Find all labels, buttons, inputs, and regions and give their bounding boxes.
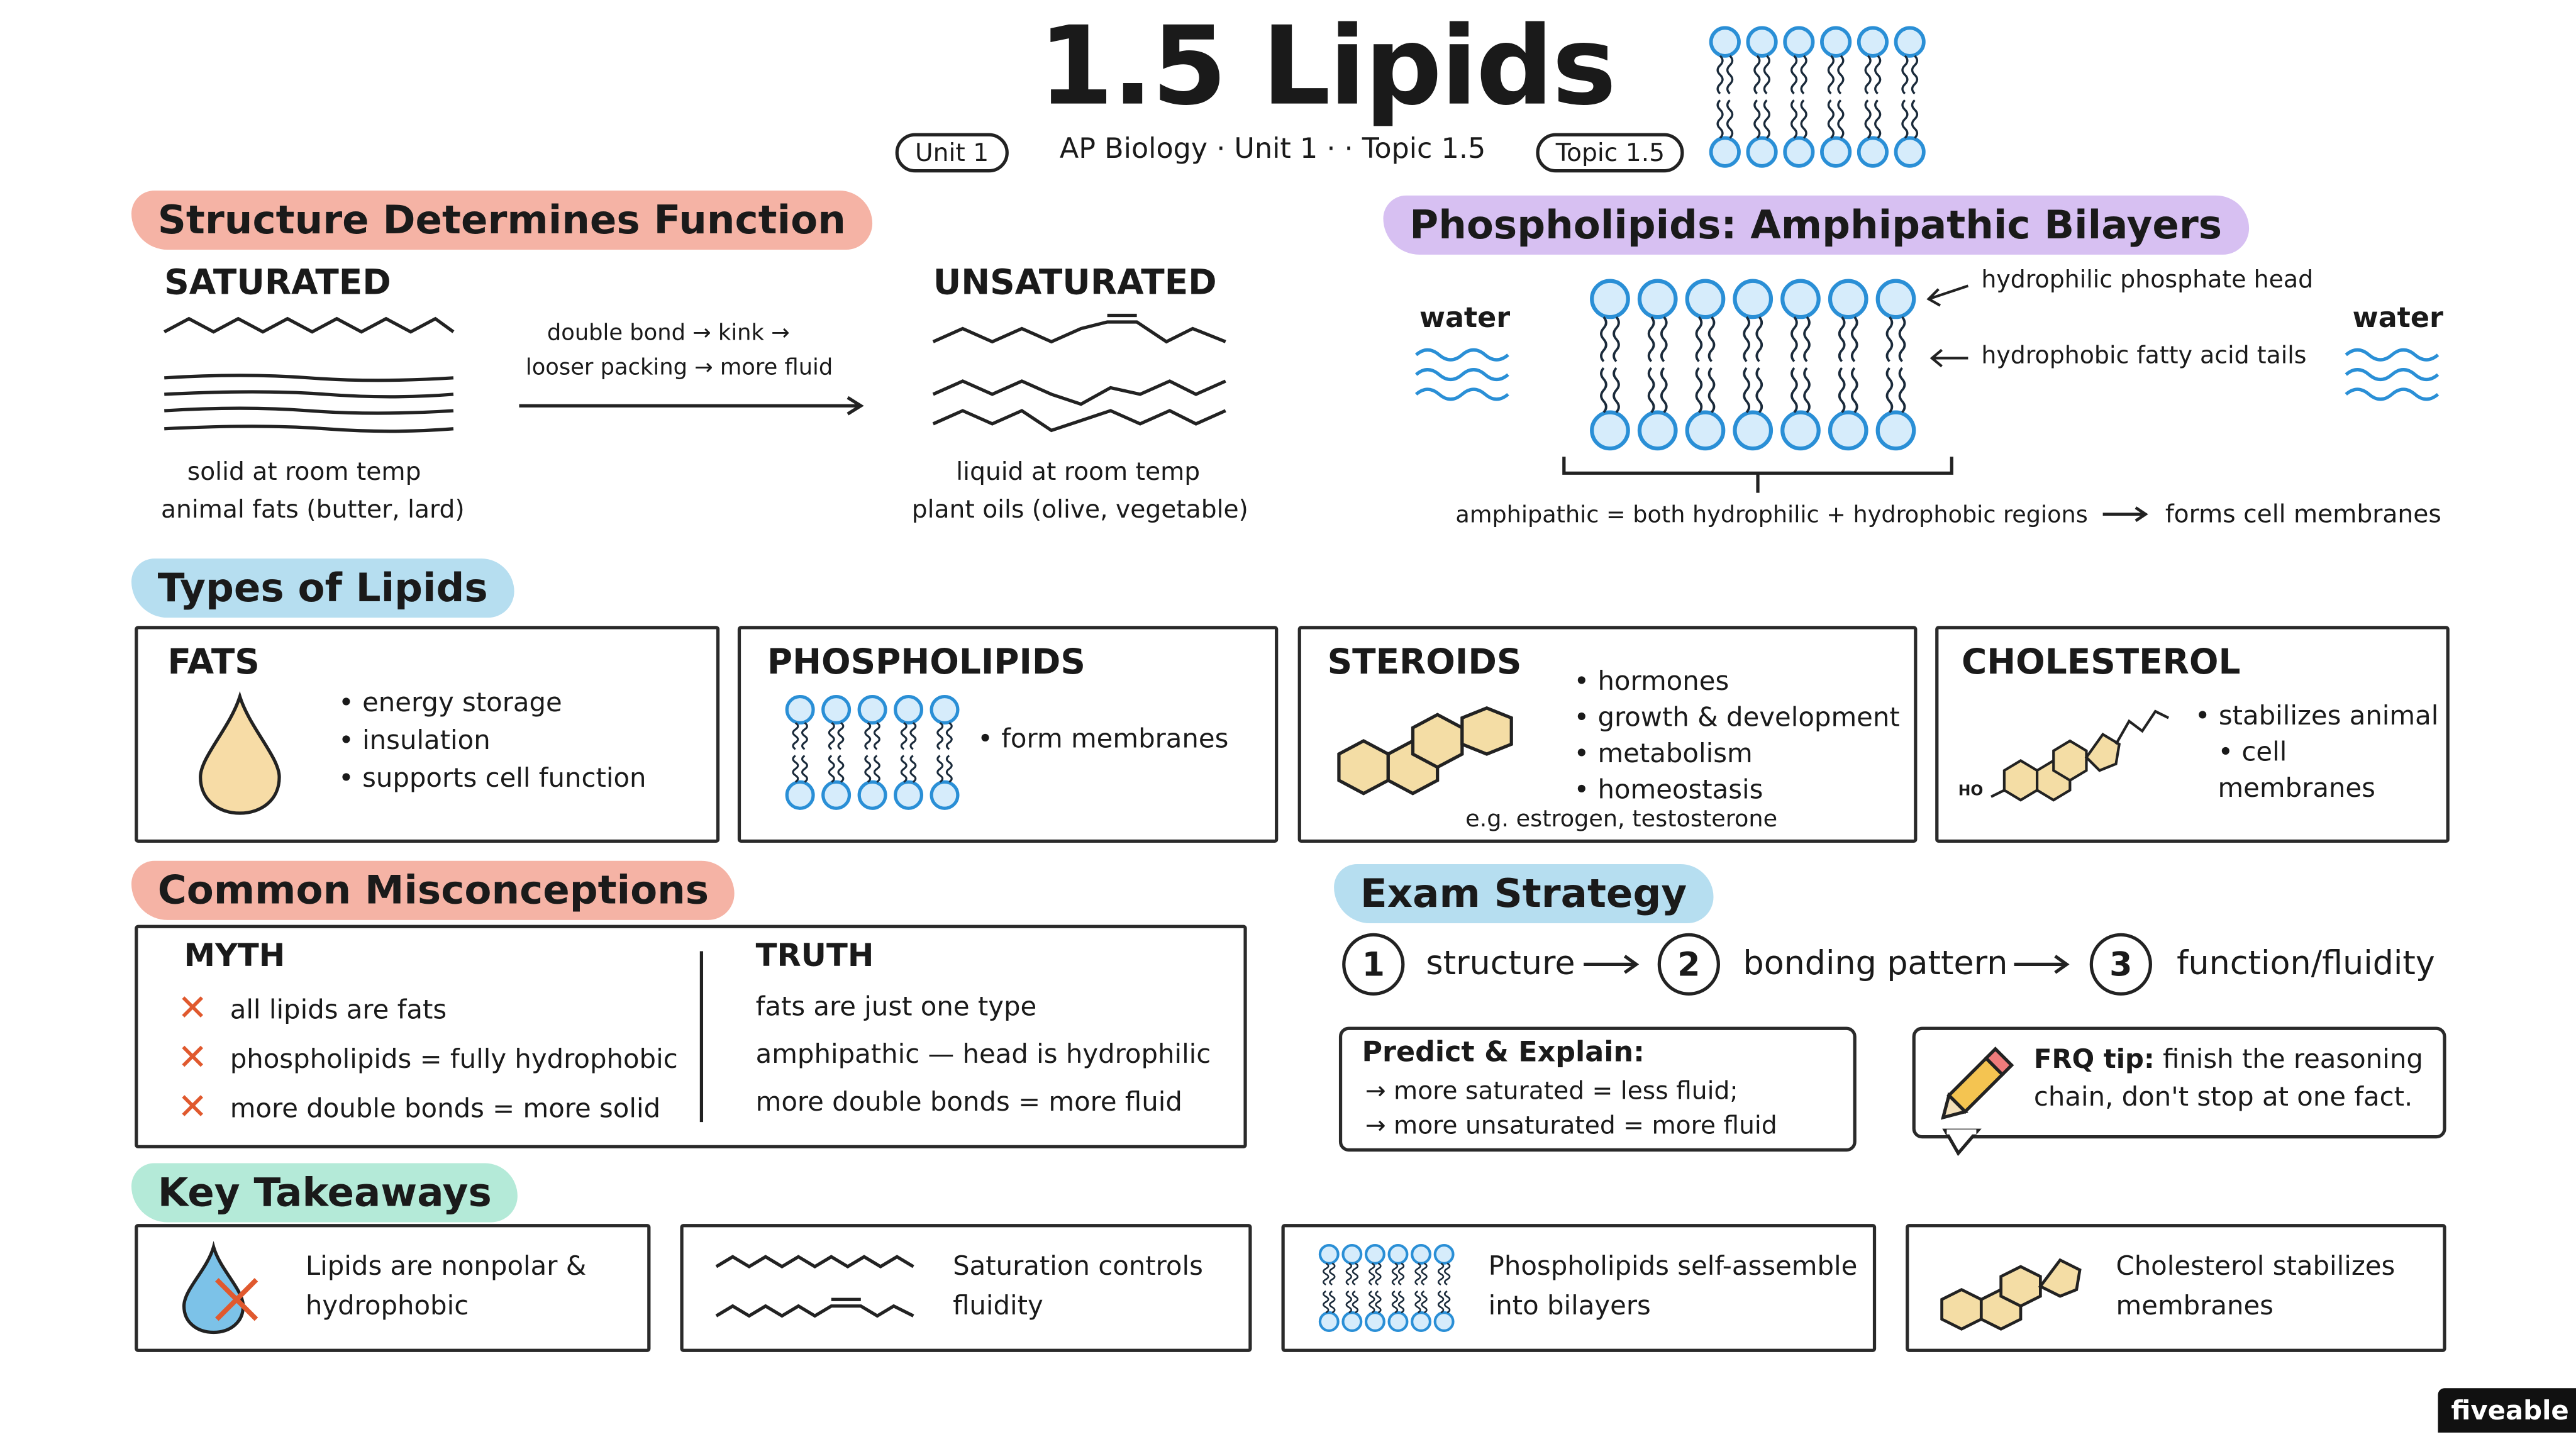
phospholipid-head <box>931 697 958 723</box>
phospholipid-head <box>1592 413 1628 448</box>
fatty-acid-tail <box>901 756 906 782</box>
bracket-icon <box>1557 453 1962 496</box>
fatty-acid-tail <box>1438 1291 1443 1313</box>
arrow-text-2: looser packing → more fluid <box>525 355 833 382</box>
cholesterol-title: CHOLESTEROL <box>1961 642 2241 682</box>
phospholipid-head <box>1366 1313 1384 1331</box>
water-wave-icon <box>1413 341 1514 407</box>
phospholipid-head <box>1389 1245 1407 1263</box>
phospholipid-head <box>859 697 886 723</box>
fatty-acid-tail <box>1399 1291 1404 1313</box>
takeaway-line-2: membranes <box>2116 1289 2273 1321</box>
predict-explain-card <box>1339 1027 1857 1152</box>
phospholipid-head <box>1896 28 1923 55</box>
fatty-acid-tail <box>1900 317 1905 362</box>
pencil-icon <box>1935 1040 2021 1126</box>
step-number: 1 <box>1342 933 1404 996</box>
fats-card <box>135 626 719 843</box>
cholesterol-molecule-icon <box>1955 689 2185 810</box>
fatty-acid-tail <box>1718 56 1723 94</box>
fatty-acid-tail <box>1445 1263 1450 1285</box>
step-label: structure <box>1426 943 1575 983</box>
fatty-acid-tail <box>1887 317 1892 362</box>
fatty-acid-chain-icon <box>713 1247 923 1330</box>
fatty-acid-tail <box>874 756 879 782</box>
saturated-desc-2: animal fats (butter, lard) <box>160 494 465 525</box>
fatty-acid-tail <box>802 723 808 749</box>
truth-list <box>756 982 1211 1125</box>
steroids-example: e.g. estrogen, testosterone <box>1465 806 1778 833</box>
phospholipid-head <box>931 782 958 808</box>
fatty-acid-tail <box>1353 1263 1358 1285</box>
saturated-label: SATURATED <box>164 262 391 303</box>
phospholipid-head <box>1412 1245 1430 1263</box>
fatty-acid-tail <box>1376 1291 1381 1313</box>
fats-title: FATS <box>167 642 260 682</box>
fatty-acid-tail <box>1709 368 1714 413</box>
phospholipid-head <box>823 782 850 808</box>
fatty-acid-tail <box>1649 317 1654 362</box>
phospholipid-head <box>1389 1313 1407 1331</box>
phospholipid-head <box>1366 1245 1384 1263</box>
phospholipid-head <box>1640 281 1675 317</box>
fatty-acid-tail <box>1840 368 1845 413</box>
phospholipid-head <box>823 697 850 723</box>
fatty-acid-tail <box>1913 56 1918 94</box>
myth-title: MYTH <box>184 938 286 975</box>
phospholipid-head <box>787 782 813 808</box>
fatty-acid-tail <box>1801 56 1806 94</box>
takeaway-line-1: Lipids are nonpolar & <box>305 1250 587 1282</box>
phospholipid-head <box>1735 281 1770 317</box>
phospholipid-bilayer-diagram <box>1587 279 1932 450</box>
fat-droplet-icon <box>194 692 286 817</box>
fatty-acid-tail <box>1755 100 1760 138</box>
x-mark-icon: ✕ <box>177 1086 208 1128</box>
myth-text: more double bonds = more solid <box>230 1091 661 1123</box>
fatty-acid-tail <box>938 723 943 749</box>
unsaturated-chains-icon <box>930 309 1233 440</box>
fatty-acid-tail <box>1865 100 1870 138</box>
phospholipids-bullets <box>977 719 1228 757</box>
fatty-acid-tail <box>1913 100 1918 138</box>
fatty-acid-tail <box>1662 317 1667 362</box>
steroids-title: STEROIDS <box>1327 642 1522 682</box>
fatty-acid-tail <box>1764 100 1769 138</box>
fatty-acid-tail <box>838 723 843 749</box>
fatty-acid-tail <box>1323 1291 1328 1313</box>
phospholipid-head <box>787 697 813 723</box>
takeaway-card <box>1906 1224 2446 1352</box>
fatty-acid-tail <box>1804 368 1809 413</box>
phospholipids-title: PHOSPHOLIPIDS <box>767 642 1085 682</box>
takeaway-card <box>1282 1224 1877 1352</box>
fatty-acid-tail <box>901 723 906 749</box>
fatty-acid-tail <box>865 723 870 749</box>
fatty-acid-tail <box>1696 317 1701 362</box>
phospholipid-head <box>1687 281 1723 317</box>
divider <box>700 951 703 1122</box>
predict-line: → more saturated = less fluid; <box>1365 1075 1738 1106</box>
head-label: hydrophilic phosphate head <box>1981 267 2314 294</box>
phospholipid-head <box>1687 413 1723 448</box>
exam-heading: Exam Strategy <box>1334 864 1713 923</box>
frq-line-2: chain, don't stop at one fact. <box>2033 1080 2413 1113</box>
fatty-acid-tail <box>1445 1291 1450 1313</box>
fatty-acid-tail <box>1757 317 1762 362</box>
frq-bold: FRQ tip: <box>2033 1043 2155 1075</box>
phospholipid-head <box>1412 1313 1430 1331</box>
fats-bullet: • supports cell function <box>338 759 646 797</box>
fatty-acid-tail <box>1330 1291 1335 1313</box>
myth-row <box>177 1082 678 1131</box>
phospholipid-head <box>1735 413 1770 448</box>
amphipathic-text: amphipathic = both hydrophilic + hydrophobic regions <box>1455 502 2088 530</box>
unsaturated-desc-2: plant oils (olive, vegetable) <box>911 494 1248 525</box>
fatty-acid-tail <box>1755 56 1760 94</box>
phospholipid-bilayer-icon <box>1709 26 1923 168</box>
cholesterol-card <box>1935 626 2450 843</box>
phospholipid-head <box>1782 413 1818 448</box>
phospholipid-head <box>1878 281 1914 317</box>
phospholipid-head <box>1320 1245 1338 1263</box>
phospholipid-heading: Phospholipids: Amphipathic Bilayers <box>1383 196 2248 255</box>
fatty-acid-tail <box>1346 1263 1352 1285</box>
water-wave-icon <box>2343 341 2445 407</box>
fatty-acid-tail <box>1709 317 1714 362</box>
cholesterol-bullet: • stabilizes animal <box>2195 698 2446 734</box>
fatty-acid-tail <box>1649 368 1654 413</box>
step-label: bonding pattern <box>1743 943 2008 983</box>
steroids-bullets <box>1574 663 1899 808</box>
forms-membranes-text: forms cell membranes <box>2165 499 2441 530</box>
fatty-acid-tail <box>947 756 952 782</box>
page-title: 1.5 Lipids <box>1038 3 1615 130</box>
fatty-acid-tail <box>1852 317 1857 362</box>
fatty-acid-tail <box>1838 56 1843 94</box>
fatty-acid-tail <box>1323 1263 1328 1285</box>
phospholipid-head <box>1859 28 1887 55</box>
fatty-acid-tail <box>1601 317 1606 362</box>
fatty-acid-tail <box>1422 1263 1427 1285</box>
fatty-acid-tail <box>1792 317 1797 362</box>
fatty-acid-tail <box>1792 56 1797 94</box>
fatty-acid-tail <box>1614 368 1619 413</box>
fatty-acid-tail <box>1828 56 1833 94</box>
step-label: function/fluidity <box>2177 943 2435 983</box>
predict-title: Predict & Explain: <box>1362 1036 1645 1070</box>
myth-row <box>177 984 678 1033</box>
phospholipid-head <box>1822 138 1850 165</box>
fatty-acid-tail <box>1838 100 1843 138</box>
water-left-label: water <box>1419 302 1511 335</box>
phospholipid-head <box>896 697 922 723</box>
fats-bullet: • insulation <box>338 721 646 759</box>
phospholipid-head <box>1320 1313 1338 1331</box>
takeaway-line-1: Cholesterol stabilizes <box>2116 1250 2396 1282</box>
truth-text: more double bonds = more fluid <box>755 1085 1182 1118</box>
phospholipid-head <box>1896 138 1923 165</box>
phospholipid-head <box>859 782 886 808</box>
fatty-acid-tail <box>1744 368 1749 413</box>
subtitle: AP Biology · Unit 1 · · Topic 1.5 <box>1059 133 1486 166</box>
fatty-acid-tail <box>1346 1291 1352 1313</box>
fatty-acid-tail <box>829 723 834 749</box>
right-arrow-icon <box>2011 953 2073 976</box>
phospholipid-bilayer-icon <box>784 695 955 813</box>
fats-bullet: • energy storage <box>338 684 646 721</box>
fatty-acid-tail <box>838 756 843 782</box>
fatty-acid-tail <box>1601 368 1606 413</box>
phospholipids-bullet: • form membranes <box>977 719 1228 757</box>
fatty-acid-tail <box>911 756 916 782</box>
cholesterol-bullet-cont: • cell membranes <box>2195 735 2446 807</box>
topic-pill: Topic 1.5 <box>1536 133 1684 173</box>
brand-logo: fiveable <box>2438 1388 2576 1433</box>
saturated-desc-1: solid at room temp <box>187 457 421 487</box>
right-arrow-icon <box>1580 953 1643 976</box>
takeaway-line-1: Phospholipids self-assemble <box>1488 1250 1858 1282</box>
label-arrows-icon <box>1919 282 1984 374</box>
phospholipid-head <box>1711 138 1739 165</box>
step-number: 2 <box>1658 933 1720 996</box>
phospholipid-head <box>1878 413 1914 448</box>
fatty-acid-tail <box>1369 1263 1374 1285</box>
fatty-acid-tail <box>1792 368 1797 413</box>
myth-row <box>177 1033 678 1082</box>
truth-text: fats are just one type <box>755 991 1037 1022</box>
fatty-acid-tail <box>1353 1291 1358 1313</box>
fatty-acid-tail <box>1840 317 1845 362</box>
fatty-acid-tail <box>1887 368 1892 413</box>
phospholipid-head <box>1785 28 1813 55</box>
fatty-acid-tail <box>1369 1291 1374 1313</box>
fatty-acid-tail <box>1764 56 1769 94</box>
phospholipid-head <box>1711 28 1739 55</box>
x-mark-icon: ✕ <box>177 988 208 1030</box>
fatty-acid-tail <box>1792 100 1797 138</box>
arrow-text-1: double bond → kink → <box>547 320 790 347</box>
predict-line: → more unsaturated = more fluid <box>1365 1110 1777 1140</box>
fatty-acid-tail <box>1416 1263 1421 1285</box>
phospholipid-head <box>1859 138 1887 165</box>
ho-label: HO <box>1958 784 1984 801</box>
phospholipid-head <box>1640 413 1675 448</box>
fatty-acid-tail <box>1744 317 1749 362</box>
fats-bullets <box>338 684 646 797</box>
fatty-acid-tail <box>1852 368 1857 413</box>
takeaway-line-2: fluidity <box>953 1289 1043 1321</box>
takeaway-line-2: into bilayers <box>1488 1289 1651 1321</box>
phospholipid-head <box>1822 28 1850 55</box>
unsaturated-desc-1: liquid at room temp <box>956 457 1201 487</box>
steroids-bullet: • metabolism <box>1574 736 1899 772</box>
fatty-acid-tail <box>1399 1263 1404 1285</box>
fatty-acid-tail <box>1875 56 1880 94</box>
frq-tip-bubble <box>1913 1027 2446 1139</box>
takeaway-card <box>135 1224 650 1352</box>
fatty-acid-tail <box>1718 100 1723 138</box>
phospholipid-head <box>1343 1245 1361 1263</box>
frq-text: finish the reasoning <box>2162 1043 2423 1075</box>
bubble-tail <box>1938 1130 1987 1157</box>
structure-heading: Structure Determines Function <box>131 191 872 250</box>
unsaturated-label: UNSATURATED <box>933 262 1217 303</box>
phospholipid-head <box>1435 1313 1453 1331</box>
cholesterol-bullets <box>2195 698 2446 806</box>
fatty-acid-tail <box>1376 1263 1381 1285</box>
fatty-acid-tail <box>938 756 943 782</box>
myth-text: phospholipids = fully hydrophobic <box>230 1042 678 1074</box>
myth-list <box>177 984 678 1132</box>
phospholipid-head <box>1343 1313 1361 1331</box>
phospholipid-head <box>896 782 922 808</box>
takeaway-line-2: hydrophobic <box>305 1289 469 1321</box>
steroids-bullet: • growth & development <box>1574 700 1899 736</box>
phospholipid-head <box>1592 281 1628 317</box>
fatty-acid-tail <box>1728 100 1733 138</box>
phospholipid-head <box>1435 1245 1453 1263</box>
fatty-acid-tail <box>1422 1291 1427 1313</box>
saturated-chains-icon <box>161 312 460 443</box>
phospholipid-head <box>1748 138 1775 165</box>
fatty-acid-tail <box>1902 100 1907 138</box>
fatty-acid-tail <box>911 723 916 749</box>
phospholipid-head <box>1830 281 1866 317</box>
unit-pill: Unit 1 <box>896 133 1009 173</box>
fatty-acid-tail <box>1330 1263 1335 1285</box>
water-drop-x-icon <box>177 1243 266 1335</box>
fatty-acid-tail <box>802 756 808 782</box>
fatty-acid-tail <box>947 723 952 749</box>
fatty-acid-tail <box>1438 1263 1443 1285</box>
phospholipid-head <box>1785 138 1813 165</box>
phospholipid-head <box>1782 281 1818 317</box>
steroids-bullet: • hormones <box>1574 663 1899 699</box>
fatty-acid-tail <box>1900 368 1905 413</box>
fatty-acid-tail <box>1828 100 1833 138</box>
myth-text: all lipids are fats <box>230 993 447 1024</box>
fatty-acid-tail <box>1801 100 1806 138</box>
steroid-ring-icon <box>1331 698 1528 806</box>
misconceptions-card <box>135 925 1246 1148</box>
fatty-acid-tail <box>793 723 798 749</box>
fatty-acid-tail <box>1696 368 1701 413</box>
water-right-label: water <box>2352 302 2443 335</box>
misconceptions-heading: Common Misconceptions <box>131 861 735 920</box>
fatty-acid-tail <box>1416 1291 1421 1313</box>
phospholipid-bilayer-icon <box>1318 1243 1459 1335</box>
right-arrow-icon <box>2099 502 2152 526</box>
right-arrow-icon <box>516 394 867 418</box>
phospholipids-card <box>738 626 1278 843</box>
step-number: 3 <box>2090 933 2152 996</box>
fatty-acid-tail <box>1757 368 1762 413</box>
frq-line-1 <box>2034 1043 2423 1075</box>
takeaways-heading: Key Takeaways <box>131 1163 518 1222</box>
fatty-acid-tail <box>1662 368 1667 413</box>
fatty-acid-tail <box>793 756 798 782</box>
steroids-bullet: • homeostasis <box>1574 772 1899 808</box>
steroids-card <box>1298 626 1918 843</box>
truth-title: TRUTH <box>755 938 874 975</box>
phospholipid-head <box>1830 413 1866 448</box>
fatty-acid-tail <box>829 756 834 782</box>
phospholipid-head <box>1748 28 1775 55</box>
x-mark-icon: ✕ <box>177 1037 208 1079</box>
fatty-acid-tail <box>865 756 870 782</box>
truth-text: amphipathic — head is hydrophilic <box>755 1038 1211 1070</box>
steroid-ring-icon <box>1938 1247 2096 1333</box>
takeaway-card <box>680 1224 1252 1352</box>
fatty-acid-tail <box>1902 56 1907 94</box>
fatty-acid-tail <box>1804 317 1809 362</box>
takeaway-line-1: Saturation controls <box>953 1250 1203 1282</box>
tail-label: hydrophobic fatty acid tails <box>1981 343 2307 370</box>
fatty-acid-tail <box>1875 100 1880 138</box>
fatty-acid-tail <box>1614 317 1619 362</box>
fatty-acid-tail <box>874 723 879 749</box>
fatty-acid-tail <box>1728 56 1733 94</box>
fatty-acid-tail <box>1392 1263 1397 1285</box>
types-heading: Types of Lipids <box>131 558 514 618</box>
fatty-acid-tail <box>1392 1291 1397 1313</box>
fatty-acid-tail <box>1865 56 1870 94</box>
